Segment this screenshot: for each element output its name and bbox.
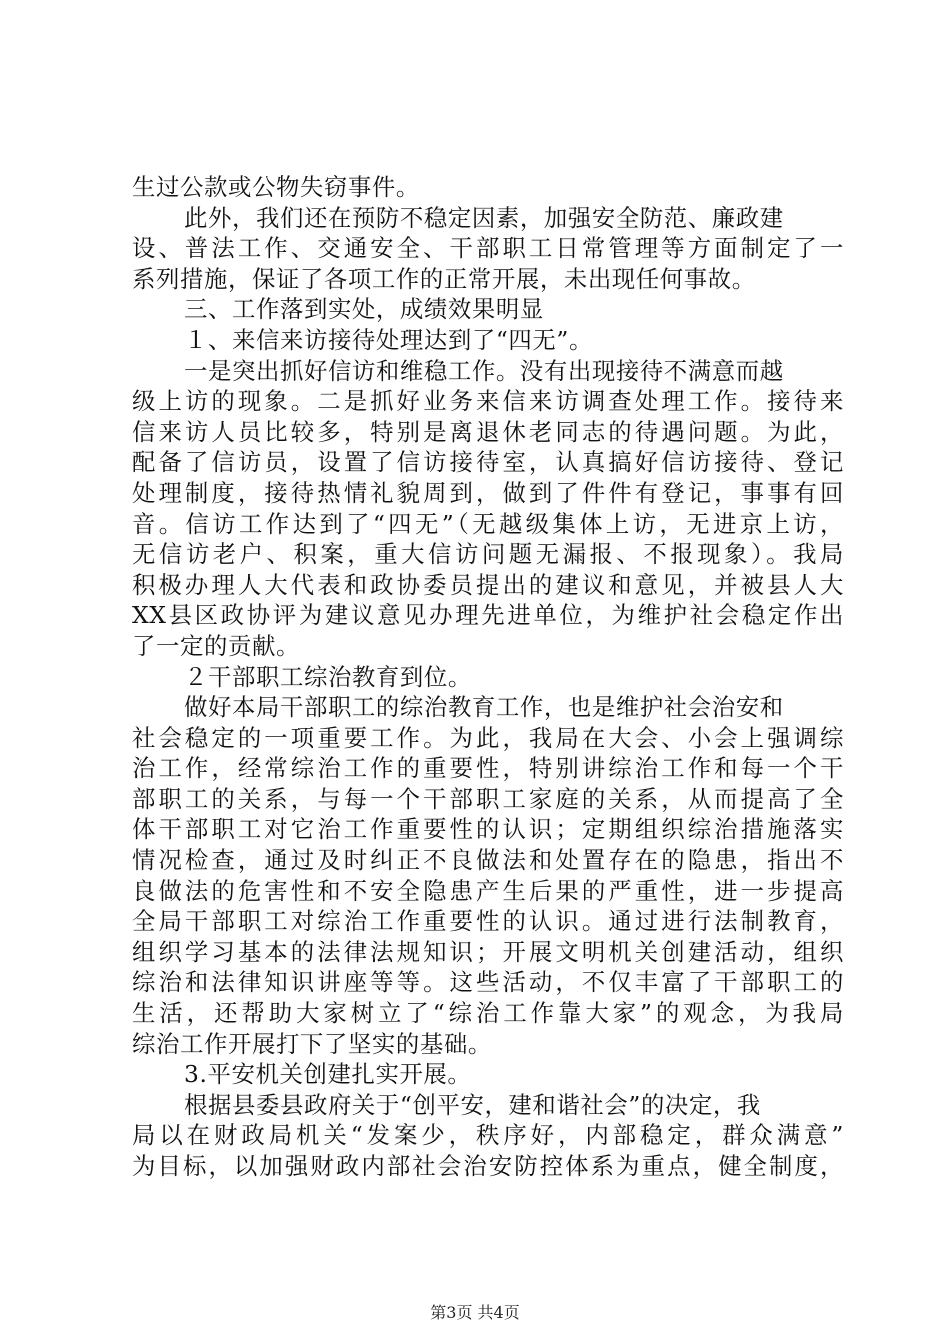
text-line: XX县区政协评为建议意见办理先进单位，为维护社会稳定作出 [132,601,844,630]
text-line: 信来访人员比较多，特别是离退休老同志的待遇问题。为此， [132,417,844,446]
text-line: 社会稳定的一项重要工作。为此，我局在大会、小会上强调综 [132,723,844,752]
text-line: 组织学习基本的法律法规知识；开展文明机关创建活动，组织 [132,937,844,966]
text-line: 设、普法工作、交通安全、干部职工日常管理等方面制定了一 [132,234,844,263]
text-line: 治工作，经常综治工作的重要性，特别讲综治工作和每一个干 [132,754,844,783]
text-line: 处理制度，接待热情礼貌周到，做到了件件有登记，事事有回 [132,478,844,507]
text-line: 了一定的贡献。 [132,631,300,660]
text-line: 局以在财政局机关“发案少，秩序好，内部稳定，群众满意” [132,1121,844,1150]
text-line: 配备了信访员，设置了信访接待室，认真搞好信访接待、登记 [132,448,844,477]
subsection-heading: １、来信来访接待处理达到了“四无”。 [184,325,593,354]
text-line: 音。信访工作达到了“四无”（无越级集体上访，无进京上访， [132,509,844,538]
text-line: 系列措施，保证了各项工作的正常开展，未出现任何事故。 [132,264,756,293]
text-line: 积极办理人大代表和政协委员提出的建议和意见，并被县人大 [132,570,844,599]
text-line: 生过公款或公物失窃事件。 [132,173,420,201]
page-number-footer: 第3页 共4页 [430,1303,520,1322]
text-line: 良做法的危害性和不安全隐患产生后果的严重性，进一步提高 [132,876,844,905]
text-line: 一是突出抓好信访和维稳工作。没有出现接待不满意而越 [184,356,784,385]
text-line: 综治和法律知识讲座等等。这些活动，不仅丰富了干部职工的 [132,968,844,997]
text-line: 综治工作开展打下了坚实的基础。 [132,1029,492,1058]
text-line: 部职工的关系，与每一个干部职工家庭的关系，从而提高了全 [132,784,844,813]
subsection-heading: 3.平安机关创建扎实开展。 [184,1060,472,1089]
text-line: 此外，我们还在预防不稳定因素，加强安全防范、廉政建 [184,203,784,232]
text-line: 级上访的现象。二是抓好业务来信来访调查处理工作。接待来 [132,387,844,416]
text-line: 全局干部职工对综治工作重要性的认识。通过进行法制教育， [132,907,844,936]
text-line: 做好本局干部职工的综治教育工作，也是维护社会治安和 [184,693,784,722]
text-line: 无信访老户、积案，重大信访问题无漏报、不报现象）。我局 [132,540,844,569]
text-line: 根据县委县政府关于“创平安，建和谐社会”的决定，我 [184,1090,761,1119]
document-body [132,172,844,1182]
section-heading: 三、工作落到实处，成绩效果明显 [184,295,544,324]
text-line: 为目标，以加强财政内部社会治安防控体系为重点，健全制度， [132,1152,844,1180]
text-line: 情况检查，通过及时纠正不良做法和处置存在的隐患，指出不 [132,846,844,875]
text-line: 体干部职工对它治工作重要性的认识；定期组织综治措施落实 [132,815,844,844]
text-line: 生活，还帮助大家树立了“综治工作靠大家”的观念，为我局 [132,999,844,1028]
subsection-heading: ２干部职工综治教育到位。 [184,662,472,691]
